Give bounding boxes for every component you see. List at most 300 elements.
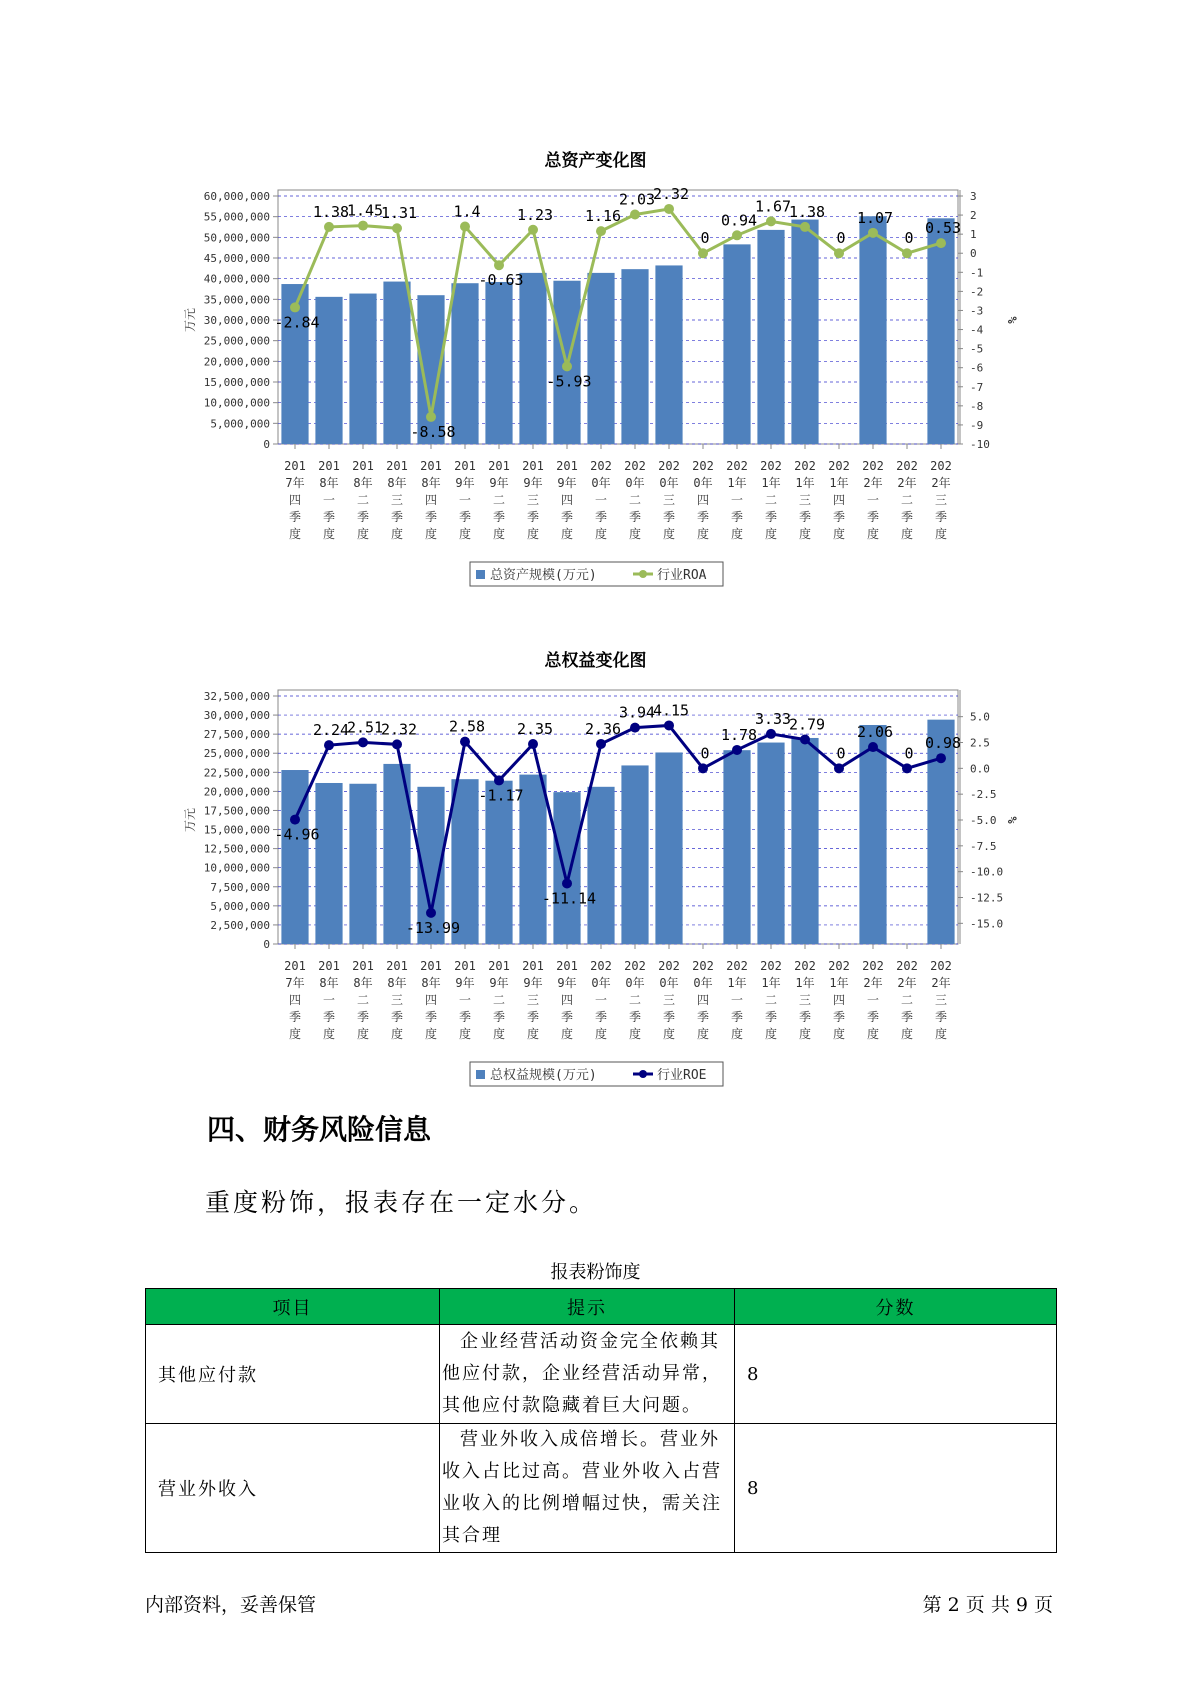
legend-line-label: 行业ROA [657,568,707,583]
y-tick-label: 20,000,000 [203,785,270,799]
x-tick-label: 202 [930,959,952,973]
data-label: 1.67 [754,197,792,216]
data-label: 1.23 [516,205,554,224]
x-tick-label: 202 [760,459,782,473]
x-tick-label: 三 [526,493,540,507]
x-tick-label: 一 [730,993,744,1007]
y2-tick-label: -2 [970,285,984,299]
y2-axis-label: % [1005,316,1019,324]
data-label: 2.06 [856,723,894,742]
x-tick-label: 一 [322,993,336,1007]
x-tick-label: 一 [322,493,336,507]
x-tick-label: 201 [318,959,340,973]
x-tick-label: 8年 [387,476,407,490]
line-point [426,412,436,422]
x-tick-label: 二 [900,993,914,1007]
line-point [528,225,538,235]
y-tick-label: 35,000,000 [203,293,270,307]
x-tick-label: 2年 [931,976,951,990]
x-tick-label: 季 [798,1010,812,1024]
bar [349,294,376,444]
x-tick-label: 度 [356,1027,370,1041]
y-axis-label: 万元 [183,807,197,833]
y-tick-label: 0 [263,438,270,451]
x-tick-label: 201 [420,459,442,473]
x-tick-label: 9年 [523,476,543,490]
bar [655,265,682,444]
data-label: -8.58 [410,422,456,441]
x-tick-label: 三 [798,493,812,507]
x-tick-label: 度 [492,527,506,541]
x-tick-label: 三 [662,493,676,507]
data-label: -0.63 [478,271,524,290]
y2-tick-label: -7 [970,380,984,394]
data-label: 1.4 [453,202,481,221]
x-tick-label: 度 [832,527,846,541]
x-tick-label: 度 [934,527,948,541]
y-tick-label: 27,500,000 [203,728,270,742]
data-label: 1.45 [346,201,384,220]
line-point [460,222,470,232]
header-hint: 提示 [440,1289,735,1325]
x-tick-label: 季 [594,1010,608,1024]
y-tick-label: 60,000,000 [203,190,270,203]
x-tick-label: 度 [798,1027,812,1041]
x-tick-label: 202 [624,459,646,473]
x-tick-label: 度 [798,527,812,541]
data-label: 2.24 [312,721,350,740]
x-tick-label: 202 [896,459,918,473]
line-point [290,815,300,825]
y2-tick-label: 1 [970,228,977,242]
x-tick-label: 度 [424,527,438,541]
data-label: 1.31 [380,204,418,223]
x-tick-label: 三 [662,993,676,1007]
x-tick-label: 度 [662,1027,676,1041]
bar [485,282,512,444]
line-point [528,739,538,749]
x-tick-label: 度 [628,1027,642,1041]
y-tick-label: 45,000,000 [203,252,270,265]
y-tick-label: 5,000,000 [210,899,270,913]
x-tick-label: 季 [322,1010,336,1024]
data-label: -1.17 [478,786,524,805]
footer-confidential: 内部资料，妥善保管 [145,1594,317,1616]
header-score: 分数 [735,1289,1057,1325]
y2-tick-label: -7.5 [970,839,997,853]
line-point [902,763,912,773]
legend-bar-swatch [476,1070,485,1079]
bar [927,218,954,444]
line-point [766,216,776,226]
x-tick-label: 二 [628,493,642,507]
x-tick-label: 四 [696,493,710,507]
line-point [426,908,436,918]
bar [315,783,342,944]
line-point [324,740,334,750]
x-tick-label: 季 [390,1010,404,1024]
x-tick-label: 四 [832,993,846,1007]
x-tick-label: 201 [386,459,408,473]
x-tick-label: 201 [352,959,374,973]
x-tick-label: 一 [594,993,608,1007]
data-label: -13.99 [405,918,461,937]
x-tick-label: 季 [322,510,336,524]
x-tick-label: 四 [560,993,574,1007]
x-tick-label: 8年 [387,976,407,990]
y-tick-label: 15,000,000 [203,823,270,837]
line-point [868,742,878,752]
x-tick-label: 202 [828,459,850,473]
data-label: 2.36 [584,719,622,738]
y2-tick-label: 3 [970,190,977,203]
line-point [630,723,640,733]
x-tick-label: 度 [526,1027,540,1041]
x-tick-label: 三 [526,993,540,1007]
line-point [936,753,946,763]
y2-tick-label: -5 [970,342,984,356]
y2-tick-label: -12.5 [970,891,1004,905]
data-label: 3.33 [754,709,792,728]
y-tick-label: 10,000,000 [203,396,270,410]
x-tick-label: 四 [288,493,302,507]
y-tick-label: 20,000,000 [203,355,270,369]
x-tick-label: 四 [288,993,302,1007]
x-tick-label: 0年 [659,476,679,490]
y2-tick-label: -8 [970,399,984,413]
y-tick-label: 25,000,000 [203,334,270,348]
x-tick-label: 201 [454,459,476,473]
x-tick-label: 度 [730,527,744,541]
x-tick-label: 9年 [557,476,577,490]
row-hint: 企业经营活动资金完全依赖其他应付款，企业经营活动异常，其他应付款隐藏着巨大问题。 [440,1325,735,1424]
x-tick-label: 0年 [693,976,713,990]
y2-tick-label: -10.0 [970,865,1004,879]
x-tick-label: 0年 [625,476,645,490]
y2-tick-label: 0.0 [970,762,990,776]
chart-title-equity: 总权益变化图 [544,651,647,671]
x-tick-label: 202 [590,459,612,473]
x-tick-label: 7年 [285,976,305,990]
total-assets-chart [0,170,1191,640]
x-tick-label: 一 [866,993,880,1007]
x-tick-label: 202 [726,959,748,973]
x-tick-label: 度 [900,527,914,541]
line-point [698,763,708,773]
bar [587,273,614,444]
table-caption: 报表粉饰度 [550,1262,641,1283]
y-tick-label: 12,500,000 [203,842,270,856]
y2-tick-label: -3 [970,304,984,318]
x-tick-label: 四 [696,993,710,1007]
bar [553,792,580,944]
x-tick-label: 201 [522,459,544,473]
x-tick-label: 度 [832,1027,846,1041]
legend-line-marker [639,1070,647,1078]
bar [587,787,614,944]
x-tick-label: 度 [288,1027,302,1041]
x-tick-label: 二 [492,493,506,507]
x-tick-label: 202 [828,959,850,973]
line-point [494,260,504,270]
x-tick-label: 2年 [897,476,917,490]
x-tick-label: 三 [798,993,812,1007]
y2-tick-label: -4 [970,323,984,337]
bar [451,283,478,444]
y2-tick-label: -6 [970,361,984,375]
bar [485,781,512,944]
table-row [146,1424,1057,1553]
data-label: 0 [700,229,710,248]
legend-bar-label: 总权益规模(万元) [490,1068,597,1083]
risk-summary: 重度粉饰，报表存在一定水分。 [205,1188,598,1217]
data-label: 0 [836,744,846,763]
x-tick-label: 度 [424,1027,438,1041]
x-tick-label: 季 [424,1010,438,1024]
x-tick-label: 2年 [863,476,883,490]
x-tick-label: 一 [594,493,608,507]
x-tick-label: 9年 [455,476,475,490]
bar [621,269,648,444]
x-tick-label: 三 [934,993,948,1007]
y-tick-label: 30,000,000 [203,709,270,723]
x-tick-label: 季 [526,1010,540,1024]
x-tick-label: 四 [832,493,846,507]
x-tick-label: 四 [424,993,438,1007]
x-tick-label: 1年 [727,976,747,990]
x-tick-label: 0年 [693,476,713,490]
x-tick-label: 201 [522,959,544,973]
y-axis-label: 万元 [183,307,197,333]
data-label: 2.32 [652,184,690,203]
line-point [392,223,402,233]
x-tick-label: 0年 [591,976,611,990]
x-tick-label: 202 [862,459,884,473]
x-tick-label: 季 [356,1010,370,1024]
x-tick-label: 季 [730,510,744,524]
x-tick-label: 季 [424,510,438,524]
bar [859,216,886,444]
x-tick-label: 度 [288,527,302,541]
y2-axis-label: % [1005,816,1019,824]
data-label: 2.79 [788,715,826,734]
line-point [358,221,368,231]
x-tick-label: 0年 [591,476,611,490]
section-title: 四、财务风险信息 [207,1113,432,1146]
x-tick-label: 202 [692,959,714,973]
x-tick-label: 二 [900,493,914,507]
y-tick-label: 30,000,000 [203,314,270,327]
y2-tick-label: 2.5 [970,736,990,750]
bar [723,244,750,444]
y2-tick-label: 2 [970,209,977,223]
x-tick-label: 度 [594,527,608,541]
y-tick-label: 40,000,000 [203,272,270,286]
x-tick-label: 201 [556,459,578,473]
y-tick-label: 22,500,000 [203,766,270,780]
x-tick-label: 8年 [353,476,373,490]
data-label: 0 [836,229,846,248]
x-tick-label: 202 [862,959,884,973]
x-tick-label: 度 [458,1027,472,1041]
row-item: 营业外收入 [146,1424,440,1553]
table-row [146,1325,1057,1424]
line-point [834,763,844,773]
x-tick-label: 度 [560,1027,574,1041]
data-label: 1.38 [312,202,350,221]
chart-title-assets: 总资产变化图 [544,151,647,171]
y2-tick-label: -10 [970,438,990,451]
x-tick-label: 度 [696,1027,710,1041]
x-tick-label: 度 [866,527,880,541]
x-tick-label: 季 [696,510,710,524]
y-tick-label: 7,500,000 [210,880,270,894]
data-label: 1.07 [856,208,894,227]
data-label: 1.38 [788,202,826,221]
y2-tick-label: -5.0 [970,814,997,827]
y2-tick-label: -9 [970,418,984,432]
x-tick-label: 季 [526,510,540,524]
x-tick-label: 度 [730,1027,744,1041]
x-tick-label: 202 [794,459,816,473]
x-tick-label: 度 [492,1027,506,1041]
line-point [392,739,402,749]
line-point [800,735,810,745]
x-tick-label: 季 [934,510,948,524]
legend-bar-swatch [476,570,485,579]
row-score: 8 [735,1424,1057,1553]
x-tick-label: 季 [798,510,812,524]
x-tick-label: 季 [628,510,642,524]
x-tick-label: 1年 [829,476,849,490]
data-label: 2.58 [448,717,486,736]
x-tick-label: 9年 [489,476,509,490]
x-tick-label: 度 [764,527,778,541]
x-tick-label: 二 [356,993,370,1007]
x-tick-label: 季 [458,1010,472,1024]
line-point [664,720,674,730]
x-tick-label: 季 [492,510,506,524]
y2-tick-label: -15.0 [970,917,1004,931]
line-point [596,739,606,749]
line-point [290,302,300,312]
x-tick-label: 1年 [761,976,781,990]
x-tick-label: 0年 [625,976,645,990]
bar [621,765,648,944]
x-tick-label: 1年 [795,476,815,490]
x-tick-label: 9年 [557,976,577,990]
legend-bar-label: 总资产规模(万元) [490,568,597,583]
x-tick-label: 四 [560,493,574,507]
line-point [324,222,334,232]
x-tick-label: 度 [390,527,404,541]
x-tick-label: 202 [896,959,918,973]
bar [757,743,784,944]
line-point [562,878,572,888]
x-tick-label: 9年 [523,976,543,990]
x-tick-label: 季 [696,1010,710,1024]
table-header-row [146,1289,1057,1325]
data-label: -4.96 [274,825,320,844]
x-tick-label: 8年 [353,976,373,990]
x-tick-label: 201 [488,959,510,973]
x-tick-label: 季 [662,510,676,524]
x-tick-label: 度 [900,1027,914,1041]
line-point [358,737,368,747]
x-tick-label: 201 [556,959,578,973]
x-tick-label: 度 [662,527,676,541]
x-tick-label: 202 [726,459,748,473]
x-tick-label: 8年 [319,976,339,990]
x-tick-label: 201 [454,959,476,973]
legend-line-label: 行业ROE [657,1068,707,1083]
x-tick-label: 1年 [795,976,815,990]
y-tick-label: 2,500,000 [210,918,270,932]
x-tick-label: 一 [458,493,472,507]
y2-tick-label: 5.0 [970,710,990,724]
x-tick-label: 9年 [489,976,509,990]
y2-tick-label: -1 [970,266,984,280]
x-tick-label: 度 [322,1027,336,1041]
x-tick-label: 202 [658,959,680,973]
data-label: 2.51 [346,718,384,737]
data-label: 3.94 [618,703,656,722]
line-point [596,226,606,236]
header-item: 项目 [146,1289,440,1325]
x-tick-label: 季 [662,1010,676,1024]
x-tick-label: 202 [760,959,782,973]
data-label: 2.03 [618,190,656,209]
line-point [698,248,708,258]
data-label: -5.93 [546,372,592,391]
bar [383,282,410,444]
data-label: -11.14 [541,889,597,908]
x-tick-label: 二 [492,993,506,1007]
line-point [732,745,742,755]
data-label: -2.84 [274,313,320,332]
data-label: 0 [700,744,710,763]
x-tick-label: 二 [356,493,370,507]
x-tick-label: 二 [764,493,778,507]
y2-tick-label: -2.5 [970,788,997,802]
line-point [562,361,572,371]
x-tick-label: 季 [832,1010,846,1024]
x-tick-label: 202 [930,459,952,473]
line-point [664,204,674,214]
x-tick-label: 四 [424,493,438,507]
x-tick-label: 1年 [727,476,747,490]
x-tick-label: 季 [764,510,778,524]
x-tick-label: 季 [356,510,370,524]
data-label: 0 [904,229,914,248]
x-tick-label: 2年 [863,976,883,990]
x-tick-label: 三 [390,493,404,507]
data-label: 0.98 [924,734,962,753]
x-tick-label: 度 [526,527,540,541]
data-label: 0.94 [720,211,758,230]
x-tick-label: 度 [356,527,370,541]
x-tick-label: 201 [488,459,510,473]
data-label: 1.78 [720,725,758,744]
x-tick-label: 度 [764,1027,778,1041]
bar [791,738,818,944]
x-tick-label: 度 [322,527,336,541]
x-tick-label: 0年 [659,976,679,990]
x-tick-label: 三 [390,993,404,1007]
footer-page-number: 第 2 页 共 9 页 [922,1594,1053,1616]
bar [655,752,682,944]
x-tick-label: 季 [458,510,472,524]
